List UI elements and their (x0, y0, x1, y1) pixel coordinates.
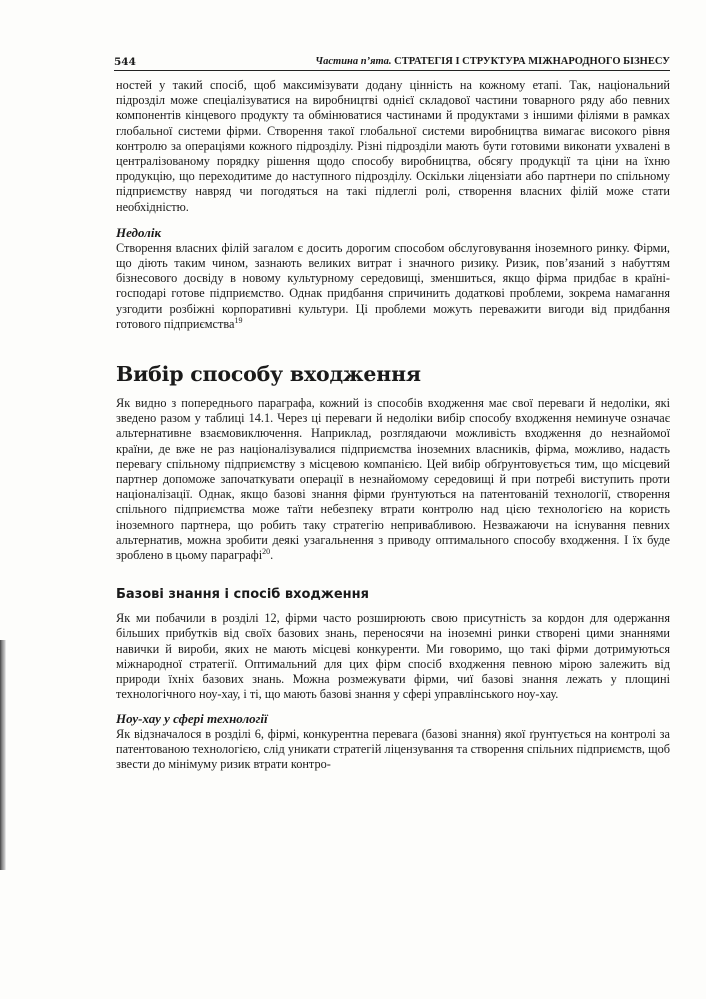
knowhow-heading: Ноу-хау у сфері технології (116, 710, 268, 726)
intro-paragraph: ностей у такий спосіб, щоб максимізувати додану цінність на кожному етапі. Так, національний підрозділ може спеціалізуватися на виробництві однієї складової частини товарного ряду або певних компонентів кінцевого продукту та обмінюватися частинами й продуктами з іншими філіями в рамках глобальної системи фірми. Створення такої глобальної системи виробництва вимагає високого рівня контролю за операціями кожного підрозділу. Різні підрозділи мають бути готовими виконати ухвалені в централізованому порядку рішення щодо способу виробництва, обсягу продукції та ціни на їхню продукцію, що переходитиме до наступного підрозділу. Оскільки ліцензіати або партнери по спільному підприємству навряд чи погодяться на такі підлеглі ролі, створення власних філій може стати необхідністю. (116, 78, 670, 214)
footnote-ref-20: 20 (262, 546, 271, 556)
section-text: Як видно з попереднього параграфа, кожний із способів входження має свої переваги й недоліки, які зведено разом у таблиці 14.1. Через ці переваги й недоліки вибір способу входження неминуче означає альтернативне взаємовиключення. Наприклад, розглядаючи можливість входження до незнайомої країни, де вже не раз націоналізувалися підприємства іноземних власників, фірма, можливо, надасть перевагу спільному підприємству з місцевою компанією. Цей вибір обґрунтовується тим, що місцевий партнер допоможе започаткувати операції в незнайомому середовищі й при потребі виступить проти націоналізації. Однак, якщо базові знання фірми ґрунтуються на патентованій технології, створення спільного підприємства може таїти небезпеку втрати контролю над цією технологією на користь іноземного партнера, що робить таку стратегію непривабливою. Незважаючи на існування певних альтернатив, можна зробити деякі узагальнення з приводу оптимального способу входження. І їх буде зроблено в цьому параграфі (116, 396, 670, 563)
drawback-paragraph (116, 241, 670, 332)
drawback-heading: Недолік (116, 224, 162, 240)
page-content (116, 78, 670, 772)
footnote-ref-19: 19 (234, 315, 243, 325)
drawback-text: Створення власних філій загалом є досить дорогим способом обслуговування іноземного ринку. Фірми, що діють таким чином, зазнають великих витрат і значного ризику. Ризик, пов’язаний з набуттям бізнесового досвіду в новому культурному середовищі, зменшиться, якщо фірма придбає в країні-господарі готове підприємство. Однак придбання спричинить додаткові проблеми, зокрема намагання узгодити розбіжні корпоративні культури. Ці проблеми можуть переважити вигоди від придбання готового підприємства (116, 240, 670, 331)
page-number: 544 (114, 56, 136, 68)
page-binding-shadow (0, 640, 6, 870)
part-label: Частина п’ята. (315, 56, 392, 67)
section-title: Вибір способу входження (116, 362, 421, 387)
knowhow-paragraph: Як відзначалося в розділі 6, фірмі, конкурентна перевага (базові знання) якої ґрунтується на контролі за патентованою технологією, слід уникати стратегій ліцензування та створення спільних підприємств, щоб звести до мінімуму ризик втрати контро- (116, 726, 670, 771)
subsection-paragraph: Як ми побачили в розділі 12, фірми часто розширюють свою присутність за кордон для одержання більших прибутків від своїх базових знань, переносячи на іноземні ринки створені цими знаннями навички й вироби, яких не мають місцеві конкуренти. Ми говоримо, що такі фірми дотримуються міжнародної стратегії. Оптимальний для цих фірм спосіб входження певною мірою залежить від природи їхніх базових знань. Можна розмежувати фірми, чиї базові знання лежать у площині технологічного ноу-хау, і ті, що мають базові знання у сфері управлінського ноу-хау. (116, 611, 670, 702)
section-paragraph (116, 396, 670, 563)
part-title: СТРАТЕГІЯ І СТРУКТУРА МІЖНАРОДНОГО БІЗНЕСУ (394, 56, 670, 67)
running-header (114, 56, 670, 71)
section-text-end: . (270, 548, 274, 563)
subsection-title: Базові знання і спосіб входження (116, 587, 369, 603)
running-head-title (315, 56, 670, 67)
